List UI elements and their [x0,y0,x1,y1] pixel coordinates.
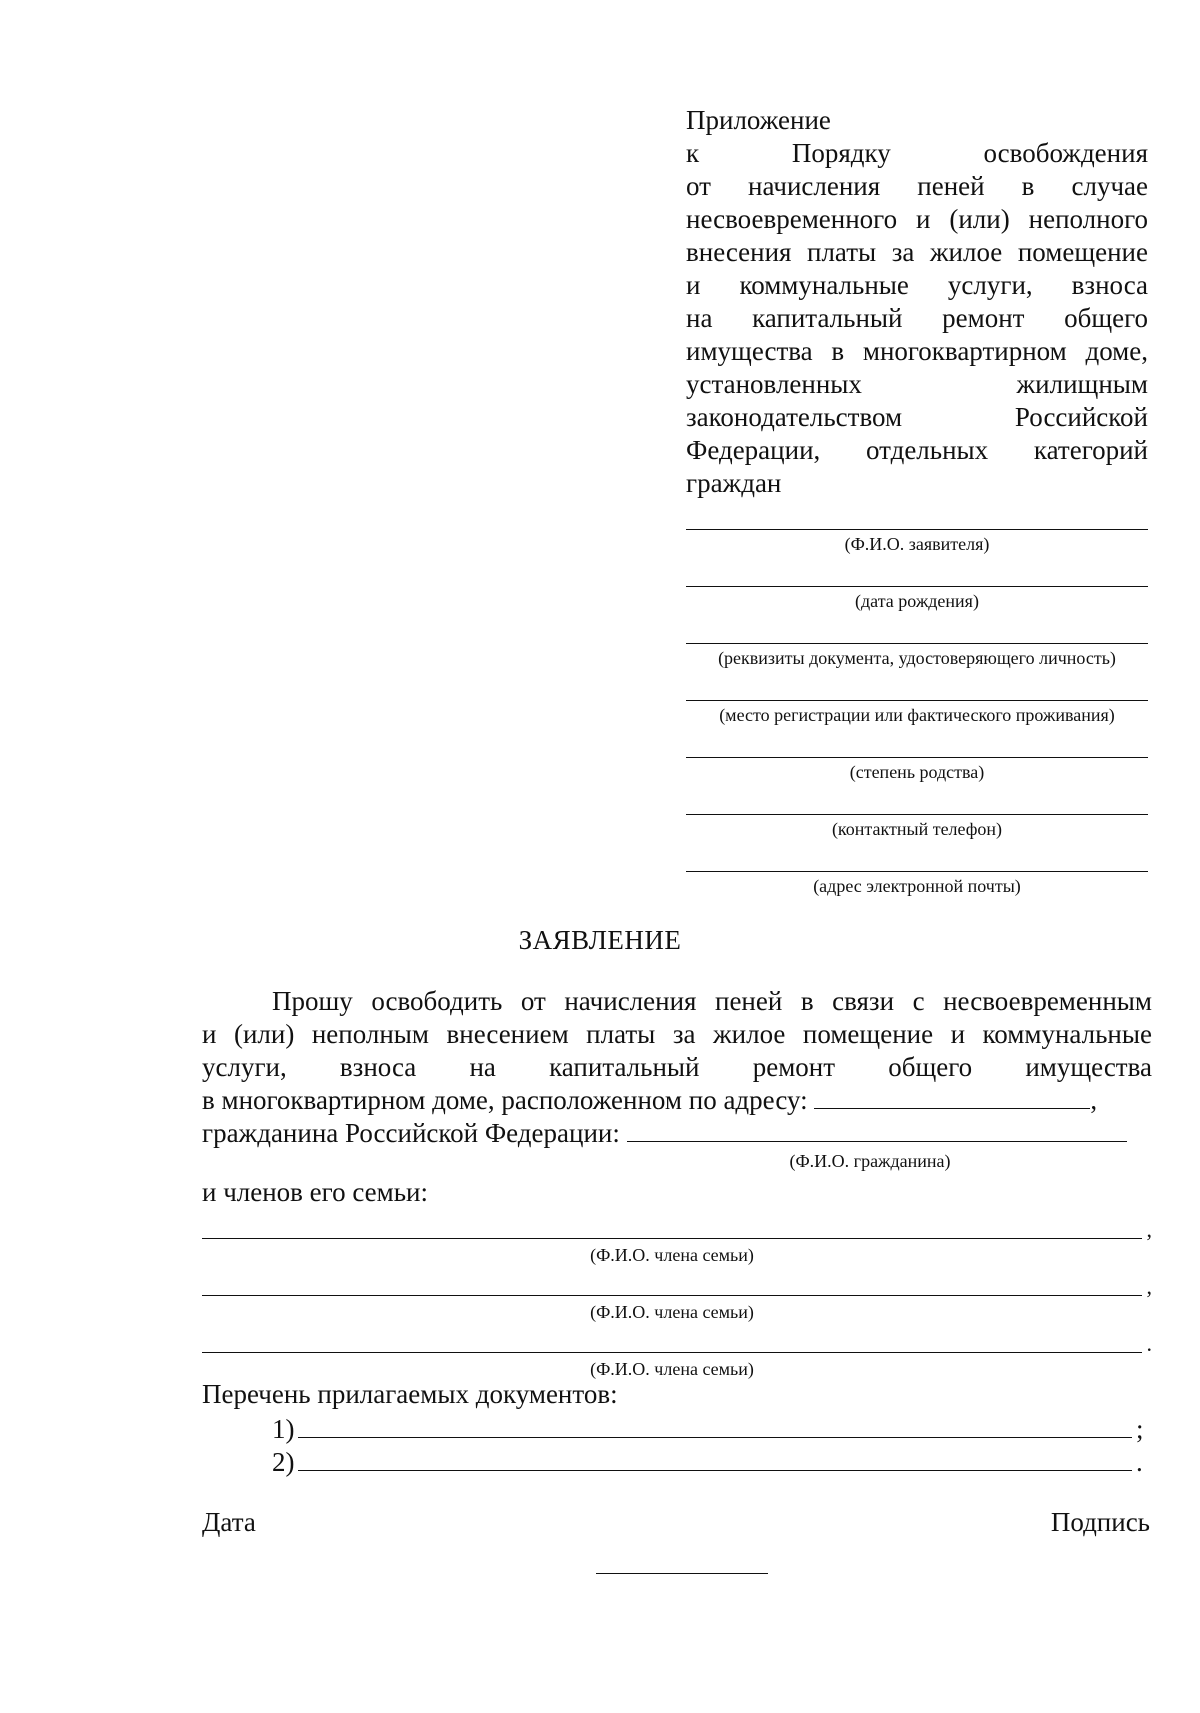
appendix-line: внесения платы за жилое помещение [686,237,1148,267]
fill-line [202,1217,1152,1242]
field-caption: (контактный телефон) [831,819,1003,839]
field-caption: (адрес электронной почты) [813,876,1021,896]
address-row [202,1084,1152,1117]
signature-label: Подпись [1050,1507,1150,1537]
birth-date-field[interactable] [686,586,1148,612]
body-line: в многоквартирном доме, расположенном по адресу: [202,1085,808,1115]
family-label: и членов его семьи: [202,1177,428,1207]
field-caption: (Ф.И.О. заявителя) [844,534,990,554]
field-caption: (степень родства) [849,762,985,782]
address-input[interactable] [814,1084,1090,1109]
kinship-field[interactable] [686,757,1148,783]
field-caption: (Ф.И.О. члена семьи) [590,1359,754,1379]
fill-line [686,757,1148,758]
email-field[interactable] [686,871,1148,897]
appendix-line: на капитальный ремонт общего [686,303,1148,333]
fill-line [202,1331,1152,1356]
date-label: Дата [202,1507,256,1537]
citizen-caption: (Ф.И.О. гражданина) [789,1151,951,1171]
appendix-line: граждан [686,468,782,498]
applicant-name-field[interactable] [686,529,1148,555]
field-caption: (Ф.И.О. члена семьи) [590,1245,754,1265]
citizen-name-input[interactable] [627,1117,1127,1142]
appendix-line: законодательством Российской [686,402,1148,432]
fill-line [686,700,1148,701]
identity-document-field[interactable] [686,643,1148,669]
fill-line [686,814,1148,815]
field-caption: (Ф.И.О. члена семьи) [590,1302,754,1322]
appendix-line: имущества в многоквартирном доме, [686,336,1148,366]
field-punct: . [1146,1331,1152,1356]
body-line: услуги, взноса на капитальный ремонт общего имущества [202,1052,1152,1082]
document-item[interactable] [272,1444,1150,1479]
fill-line [686,643,1148,644]
document-number: 2) [272,1447,295,1477]
documents-label: Перечень прилагаемых документов: [202,1379,618,1409]
document-input[interactable] [298,1411,1132,1438]
family-member-field[interactable] [202,1217,1152,1266]
fill-line [686,871,1148,872]
family-member-field[interactable] [202,1274,1152,1323]
appendix-line: и коммунальные услуги, взноса [686,270,1148,300]
document-punct: . [1136,1447,1143,1477]
appendix-line: установленных жилищным [686,369,1148,399]
fill-line [686,529,1148,530]
body-line: гражданина Российской Федерации: [202,1118,620,1148]
appendix-line: от начисления пеней в случае [686,171,1148,201]
appendix-line: Приложение [686,105,831,135]
appendix-line: Федерации, отдельных категорий [686,435,1148,465]
appendix-line: к Порядку освобождения [686,138,1148,168]
field-punct: , [1146,1217,1152,1242]
document-punct: ; [1136,1414,1144,1444]
family-member-field[interactable] [202,1331,1152,1380]
document-input[interactable] [298,1444,1132,1471]
citizen-row [202,1117,1152,1150]
field-caption: (реквизиты документа, удостоверяющего личность) [718,648,1116,668]
phone-field[interactable] [686,814,1148,840]
residence-address-field[interactable] [686,700,1148,726]
document-number: 1) [272,1414,295,1444]
document-item[interactable] [272,1411,1150,1446]
field-caption: (дата рождения) [855,591,979,611]
body-line: и (или) неполным внесением платы за жилое помещение и коммунальные [202,1019,1152,1049]
field-caption: (место регистрации или фактического проживания) [719,705,1115,725]
document-title: ЗАЯВЛЕНИЕ [518,925,682,955]
field-punct: , [1146,1274,1152,1299]
statement-body [202,985,1152,1150]
address-punct: , [1090,1085,1098,1115]
closing-divider [596,1573,768,1574]
appendix-header [686,104,1148,500]
fill-line [686,586,1148,587]
body-line: Прошу освободить от начисления пеней в связи с несвоевременным [272,986,1152,1016]
appendix-line: несвоевременного и (или) неполного [686,204,1148,234]
fill-line [202,1274,1152,1299]
